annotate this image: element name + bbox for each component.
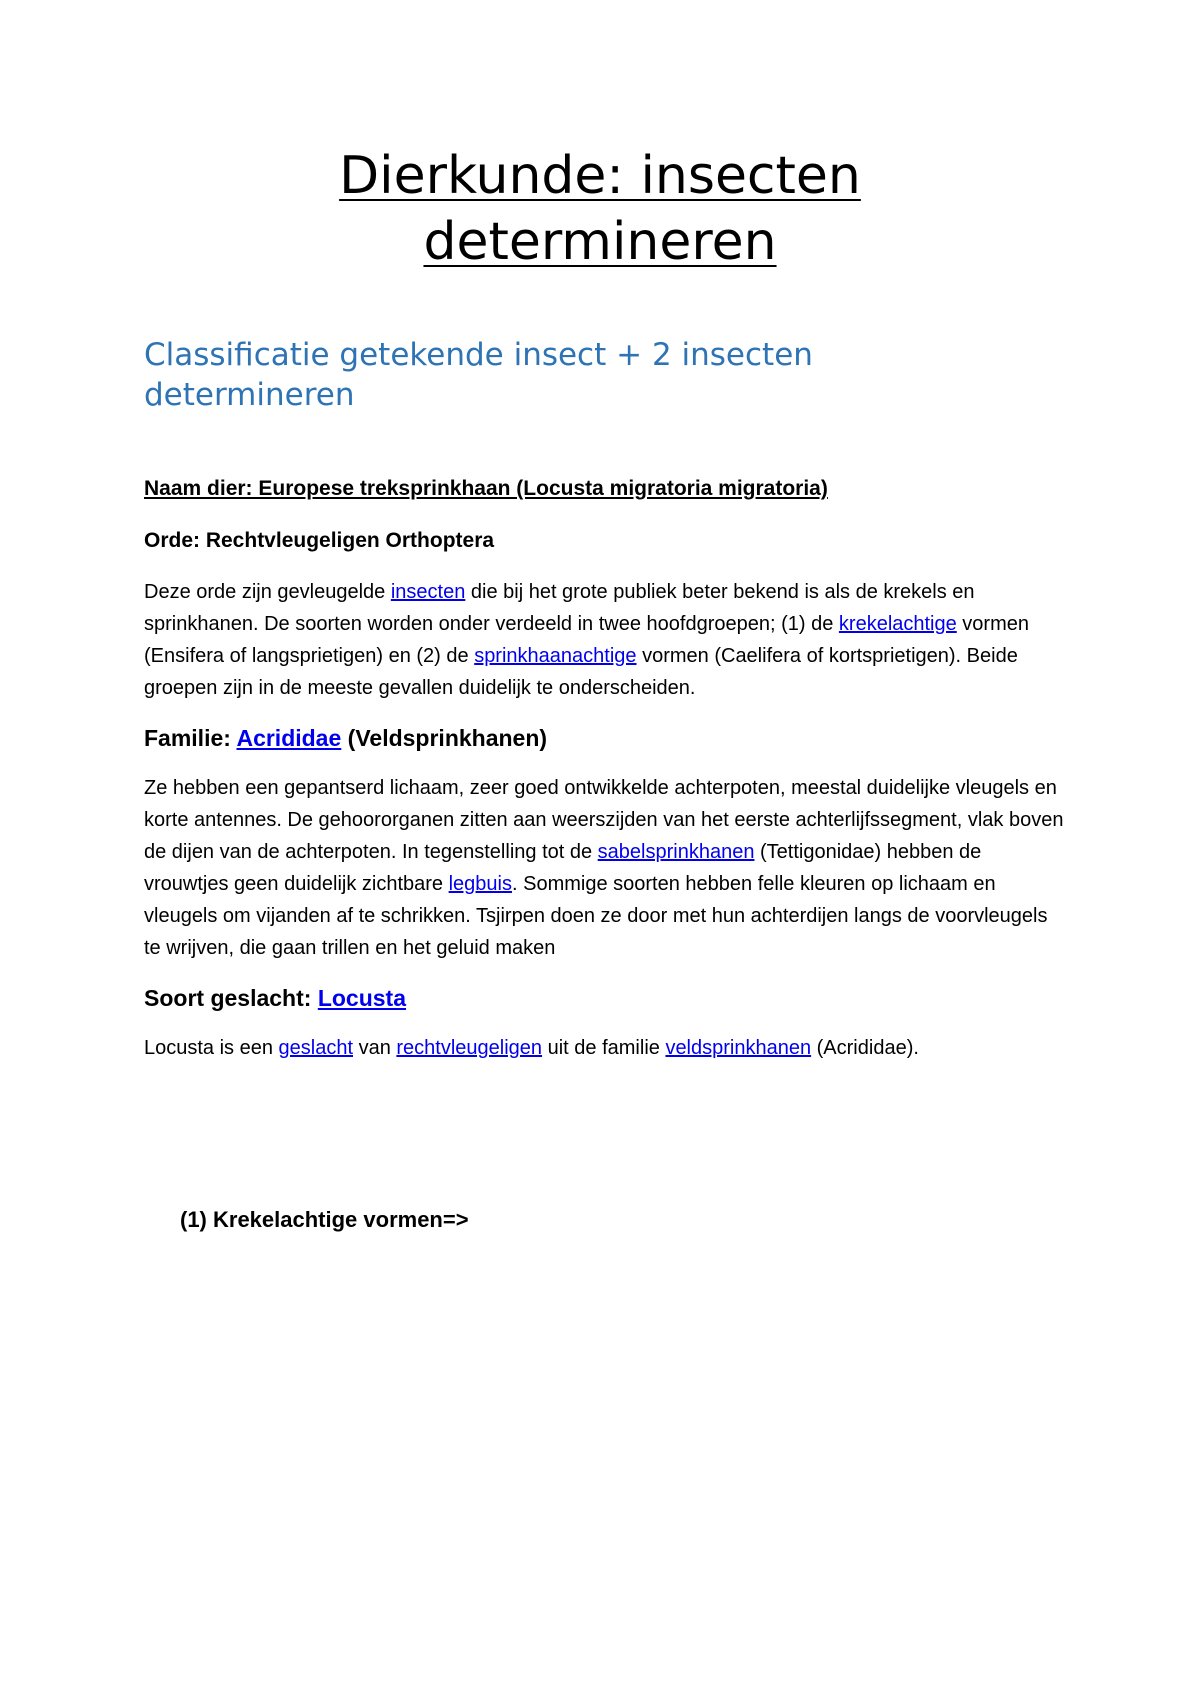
link-rechtvleugeligen[interactable]: rechtvleugeligen [396, 1037, 543, 1059]
link-krekelachtige[interactable]: krekelachtige [838, 613, 957, 635]
order-heading: Orde: Rechtvleugeligen Orthoptera [144, 529, 495, 552]
subtitle-line-1: Classificatie getekende insect + 2 insecten [144, 337, 813, 373]
animal-name-heading: Naam dier: Europese treksprinkhaan (Locusta migratoria migratoria) [144, 477, 828, 500]
link-sabelsprinkhanen[interactable]: sabelsprinkhanen [597, 841, 755, 863]
list-item-heading: (1) Krekelachtige vormen=> [180, 1207, 469, 1232]
genus-text-4: (Acrididae). [811, 1037, 919, 1059]
link-legbuis[interactable]: legbuis [448, 873, 512, 895]
link-geslacht[interactable]: geslacht [278, 1037, 354, 1059]
order-text-3: vormen (Ensifera of langsprietigen) en (2) de [144, 613, 1029, 667]
link-veldsprinkhanen[interactable]: veldsprinkhanen [665, 1037, 812, 1059]
link-insecten[interactable]: insecten [390, 581, 466, 603]
family-text-2: (Tettigonidae) hebben de vrouwtjes geen duidelijk zichtbare [144, 841, 982, 895]
title-line-1: Dierkunde: insecten [339, 146, 861, 206]
document-subtitle [144, 335, 964, 415]
genus-paragraph [144, 1032, 1064, 1064]
order-text-2: die bij het grote publiek beter bekend is als de krekels en sprinkhanen. De soorten worden onder verdeeld in twee hoofdgroepen; (1) de [144, 581, 975, 635]
genus-text-2: van [353, 1037, 397, 1059]
family-text-1: Ze hebben een gepantserd lichaam, zeer goed ontwikkelde achterpoten, meestal duidelijke vleugels en korte antennes. De gehoororganen zitten aan weerszijden van het eerste achterlijfssegment, vlak boven de dijen van de achterpoten. In tegenstelling tot de [144, 777, 1064, 863]
document-body [144, 473, 1064, 1082]
family-label: Familie: [144, 725, 237, 751]
family-heading [144, 722, 1064, 754]
family-text-3: . Sommige soorten hebben felle kleuren op lichaam en vleugels om vijanden af te schrikken. Tsjirpen doen ze door met hun achterdijen langs de voorvleugels te wrijven, die gaan trillen en het geluid maken [144, 873, 1048, 959]
document-title [0, 143, 1200, 275]
link-acrididae[interactable]: Acrididae [236, 725, 342, 751]
genus-text-3: uit de familie [542, 1037, 666, 1059]
order-text-1: Deze orde zijn gevleugelde [144, 581, 391, 603]
family-common-name: (Veldsprinkhanen) [341, 725, 548, 751]
order-text-4: vormen (Caelifera of kortsprietigen). Beide groepen zijn in de meeste gevallen duidelijk te onderscheiden. [144, 645, 1018, 699]
family-paragraph [144, 772, 1064, 964]
link-sprinkhaanachtige[interactable]: sprinkhaanachtige [474, 645, 637, 667]
genus-label: Soort geslacht: [144, 985, 318, 1011]
link-locusta[interactable]: Locusta [317, 985, 406, 1011]
title-line-2: determineren [423, 212, 777, 272]
order-paragraph [144, 576, 1064, 704]
subtitle-line-2: determineren [144, 377, 355, 413]
genus-text-1: Locusta is een [144, 1037, 279, 1059]
genus-heading [144, 982, 1064, 1014]
